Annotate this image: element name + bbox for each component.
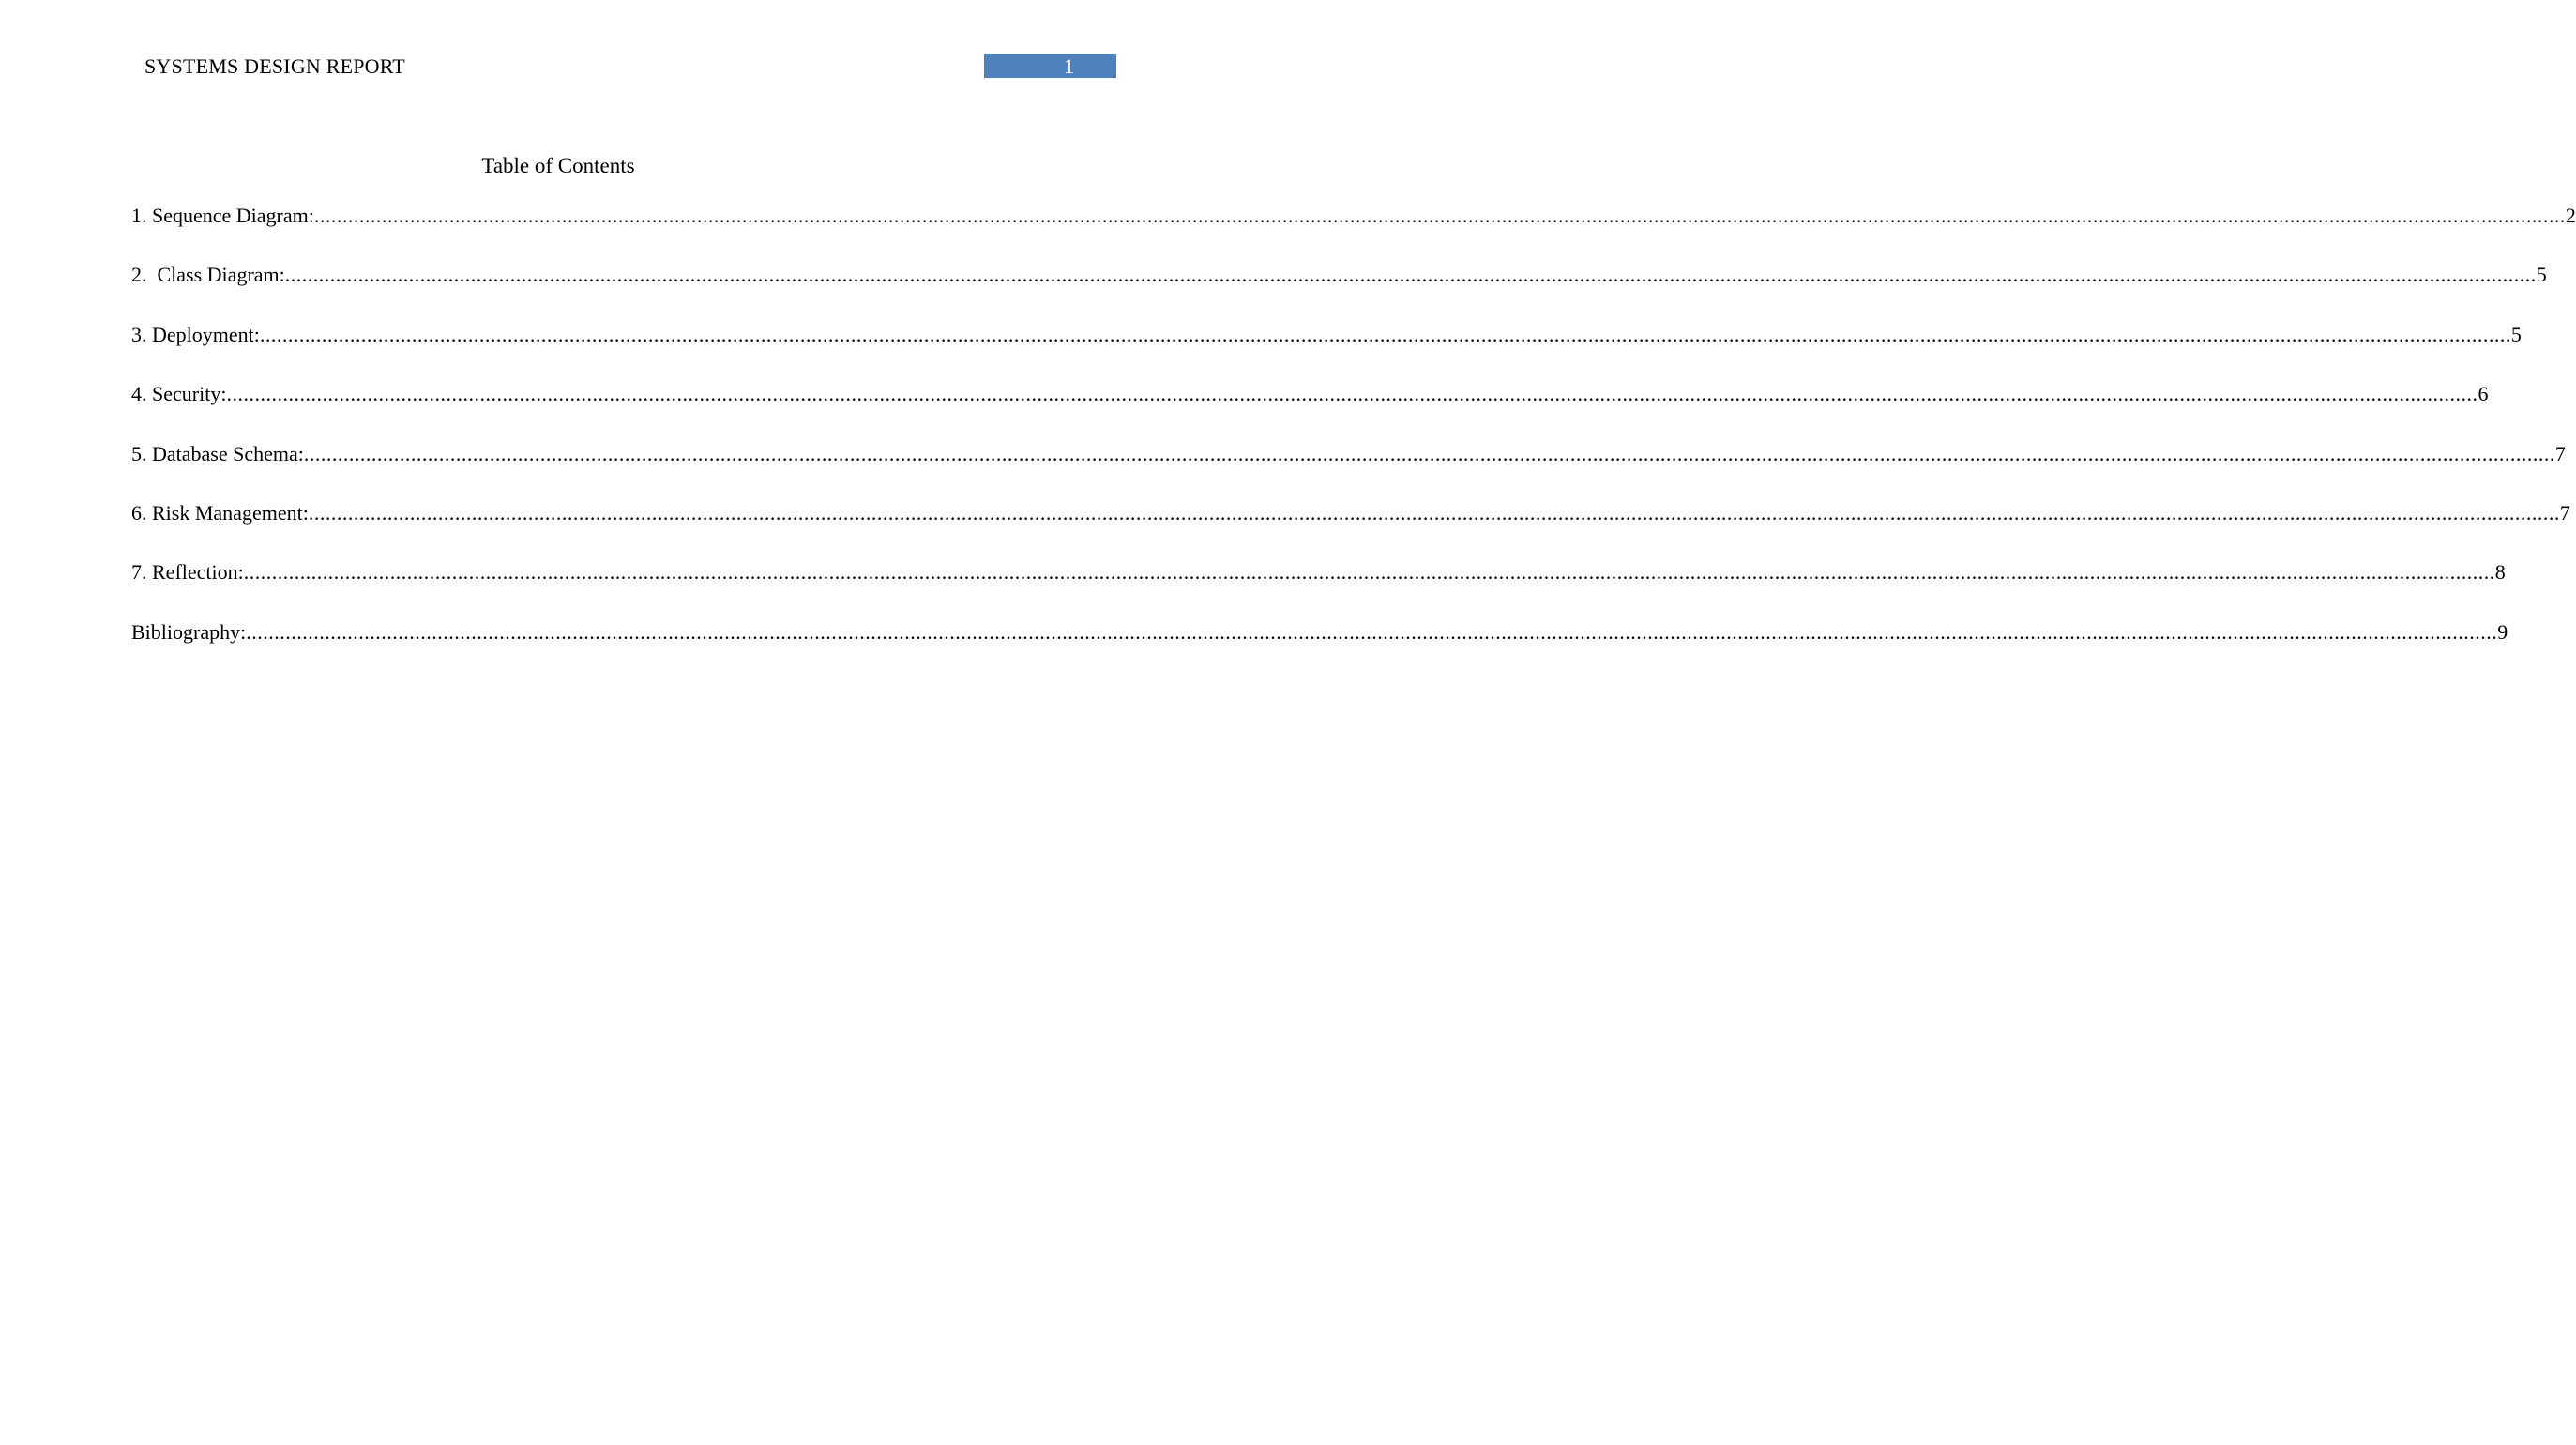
toc-dot-leader: ................................................................................................................................................................................................................................................................................................................................................................................................................: [284, 263, 2537, 287]
toc-entry-page: 5: [2510, 322, 2522, 346]
toc-entry-page: 6: [2478, 382, 2489, 406]
toc-entry-class-diagram[interactable]: [131, 261, 2547, 320]
toc-dot-leader: ................................................................................................................................................................................................................................................................................................................................................................................................................: [246, 619, 2498, 644]
toc-dot-leader: ................................................................................................................................................................................................................................................................................................................................................................................................................: [226, 382, 2478, 406]
toc-entry-label: 1. Sequence Diagram:: [131, 204, 314, 227]
toc-entry-label: 7. Reflection:: [131, 560, 244, 585]
toc-entry-database-schema[interactable]: [131, 440, 2566, 499]
toc-entry-sequence-diagram[interactable]: [131, 202, 2576, 261]
toc-entry-label: 5. Database Schema:: [131, 441, 304, 465]
page-number-box: [984, 54, 1116, 78]
toc-entry-label: 4. Security:: [131, 382, 227, 406]
toc-entry-page: 2: [2565, 204, 2576, 227]
running-header-title: SYSTEMS DESIGN REPORT: [144, 54, 405, 78]
toc-entry-reflection[interactable]: [131, 558, 2506, 617]
toc-entry-label: 2. Class Diagram:: [131, 263, 285, 287]
toc-entry-label: 6. Risk Management:: [131, 500, 309, 525]
toc-dot-leader: ................................................................................................................................................................................................................................................................................................................................................................................................................: [243, 560, 2495, 585]
toc-entry-page: 5: [2536, 263, 2547, 287]
toc-entry-risk-management[interactable]: [131, 499, 2570, 558]
toc-entry-security[interactable]: [131, 380, 2489, 439]
page-number: 1: [1064, 54, 1074, 78]
toc-heading: Table of Contents: [481, 154, 635, 177]
toc-entry-page: 9: [2497, 619, 2508, 644]
toc-dot-leader: ................................................................................................................................................................................................................................................................................................................................................................................................................: [259, 322, 2511, 346]
toc-entry-deployment[interactable]: [131, 321, 2522, 380]
toc-dot-leader: ................................................................................................................................................................................................................................................................................................................................................................................................................: [303, 441, 2555, 465]
toc-entry-page: 7: [2554, 441, 2566, 465]
toc-entry-label: 3. Deployment:: [131, 322, 260, 346]
toc-dot-leader: ................................................................................................................................................................................................................................................................................................................................................................................................................: [308, 500, 2560, 525]
toc-entry-bibliography[interactable]: [131, 618, 2508, 677]
table-of-contents: [131, 202, 2576, 677]
toc-entry-page: 7: [2559, 500, 2570, 525]
toc-entry-page: 8: [2494, 560, 2506, 585]
toc-dot-leader: ................................................................................................................................................................................................................................................................................................................................................................................................................: [313, 204, 2566, 227]
toc-entry-label: Bibliography:: [131, 619, 247, 644]
